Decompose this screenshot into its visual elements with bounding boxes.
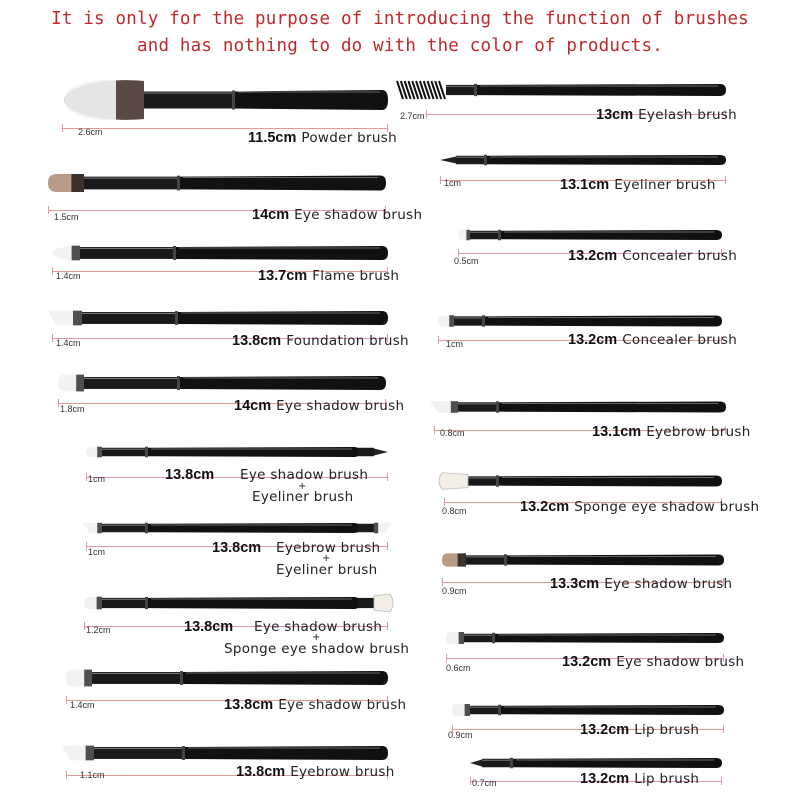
head-size-label: 1.5cm — [54, 212, 79, 222]
brush-name: Eyeliner brush — [614, 177, 716, 193]
brush-name-secondary: Eyeliner brush — [276, 562, 378, 578]
brush-name: Eye shadow brush — [276, 398, 405, 414]
brush-name: Eyebrow brush — [276, 540, 381, 556]
brush-length: 14cm — [252, 207, 290, 223]
head-size-label: 1cm — [444, 178, 462, 188]
brush-length: 13.2cm — [580, 722, 630, 738]
head-size-label: 1.1cm — [80, 770, 105, 780]
brush-name-secondary: Eyeliner brush — [252, 489, 354, 505]
head-size-label: 1.4cm — [56, 338, 81, 348]
brush-name: Foundation brush — [286, 333, 409, 349]
head-size-label: 0.6cm — [446, 663, 471, 673]
brush-length: 13cm — [596, 107, 634, 123]
brush-length: 13.3cm — [550, 576, 600, 592]
brush-length: 13.1cm — [592, 424, 642, 440]
head-size-label: 1cm — [88, 474, 106, 484]
brush-name: Concealer brush — [622, 332, 738, 348]
brush-length: 13.8cm — [184, 619, 234, 635]
disclaimer-line-2: and has nothing to do with the color of products. — [136, 36, 664, 56]
measure-tick — [470, 777, 471, 785]
head-size-label: 1.8cm — [60, 404, 85, 414]
brush-name: Eye shadow brush — [294, 207, 423, 223]
brush-length: 13.8cm — [165, 467, 215, 483]
brush-tip-fine — [470, 760, 482, 767]
brush-length: 14cm — [234, 398, 272, 414]
head-size-label: 0.5cm — [454, 256, 479, 266]
brush-length: 13.8cm — [236, 764, 286, 780]
plus-sign: + — [312, 632, 321, 643]
brush-name: Eye shadow brush — [278, 697, 407, 713]
head-size-label: 1cm — [446, 339, 464, 349]
brush-name: Eyelash brush — [638, 107, 737, 123]
head-size-label: 0.7cm — [472, 778, 497, 788]
head-size-label: 1.4cm — [56, 271, 81, 281]
brush-name: Powder brush — [301, 130, 397, 146]
brush-name: Eyebrow brush — [646, 424, 751, 440]
brush-length: 13.1cm — [560, 177, 610, 193]
brush-name: Eye shadow brush — [254, 619, 383, 635]
brush-name: Lip brush — [634, 722, 700, 738]
brush-length: 13.8cm — [232, 333, 282, 349]
brush-name: Eyebrow brush — [290, 764, 395, 780]
head-size-label: 0.9cm — [448, 730, 473, 740]
brush-length: 13.2cm — [562, 654, 612, 670]
brush-length: 13.8cm — [212, 540, 262, 556]
brush-length: 13.2cm — [568, 248, 618, 264]
brush-name: Sponge eye shadow brush — [574, 499, 760, 515]
head-size-label: 0.8cm — [442, 506, 467, 516]
brush-length: 11.5cm — [248, 130, 297, 146]
brush-name: Lip brush — [634, 771, 700, 787]
brush-length: 13.8cm — [224, 697, 274, 713]
brush-name: Concealer brush — [622, 248, 738, 264]
plus-sign: + — [298, 481, 307, 492]
head-size-label: 1.4cm — [70, 700, 95, 710]
plus-sign: + — [322, 553, 331, 564]
brush-name: Eye shadow brush — [604, 576, 733, 592]
brush-caption — [580, 770, 699, 788]
measure-tick — [721, 777, 722, 785]
brush-name: Eye shadow brush — [240, 467, 369, 483]
head-size-label: 0.9cm — [442, 586, 467, 596]
brush-name: Eye shadow brush — [616, 654, 745, 670]
brush-length: 13.2cm — [520, 499, 570, 515]
disclaimer-line-1: It is only for the purpose of introducing the function of brushes — [51, 9, 749, 29]
brush-length: 13.2cm — [568, 332, 618, 348]
brush-name: Flame brush — [312, 268, 400, 284]
brush-name-secondary: Sponge eye shadow brush — [224, 641, 410, 657]
head-size-label: 2.7cm — [400, 111, 425, 121]
brush-length: 13.2cm — [580, 771, 630, 787]
head-size-label: 1cm — [88, 547, 106, 557]
head-size-label: 0.8cm — [440, 428, 465, 438]
brush-length: 13.7cm — [258, 268, 308, 284]
head-size-label: 1.2cm — [86, 625, 111, 635]
head-size-label: 2.6cm — [78, 127, 103, 137]
